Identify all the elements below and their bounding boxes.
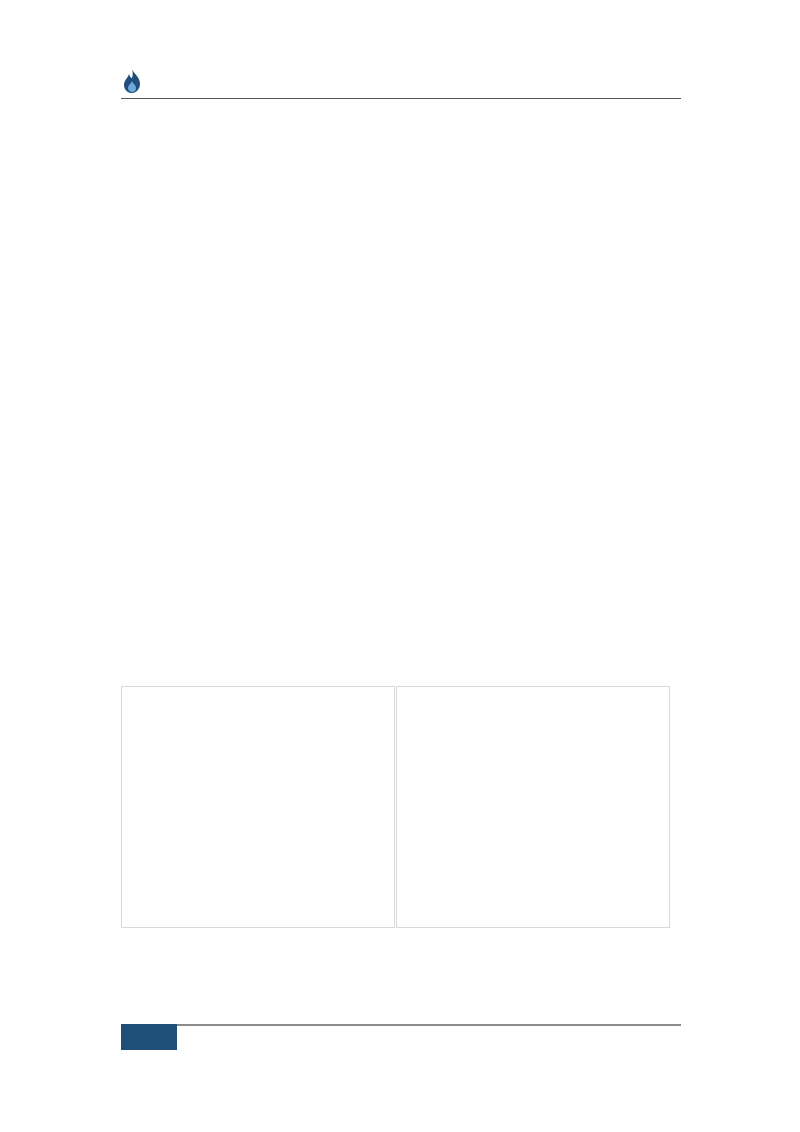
chart-svg [397, 687, 669, 927]
page-number [121, 1024, 177, 1050]
footer-divider [121, 1024, 681, 1026]
page-header [121, 66, 681, 99]
flame-icon [121, 68, 143, 94]
chart-avg-funding [396, 686, 670, 928]
huobi-logo [121, 68, 145, 94]
chart-svg [122, 687, 394, 927]
chart-project-count [121, 686, 395, 928]
